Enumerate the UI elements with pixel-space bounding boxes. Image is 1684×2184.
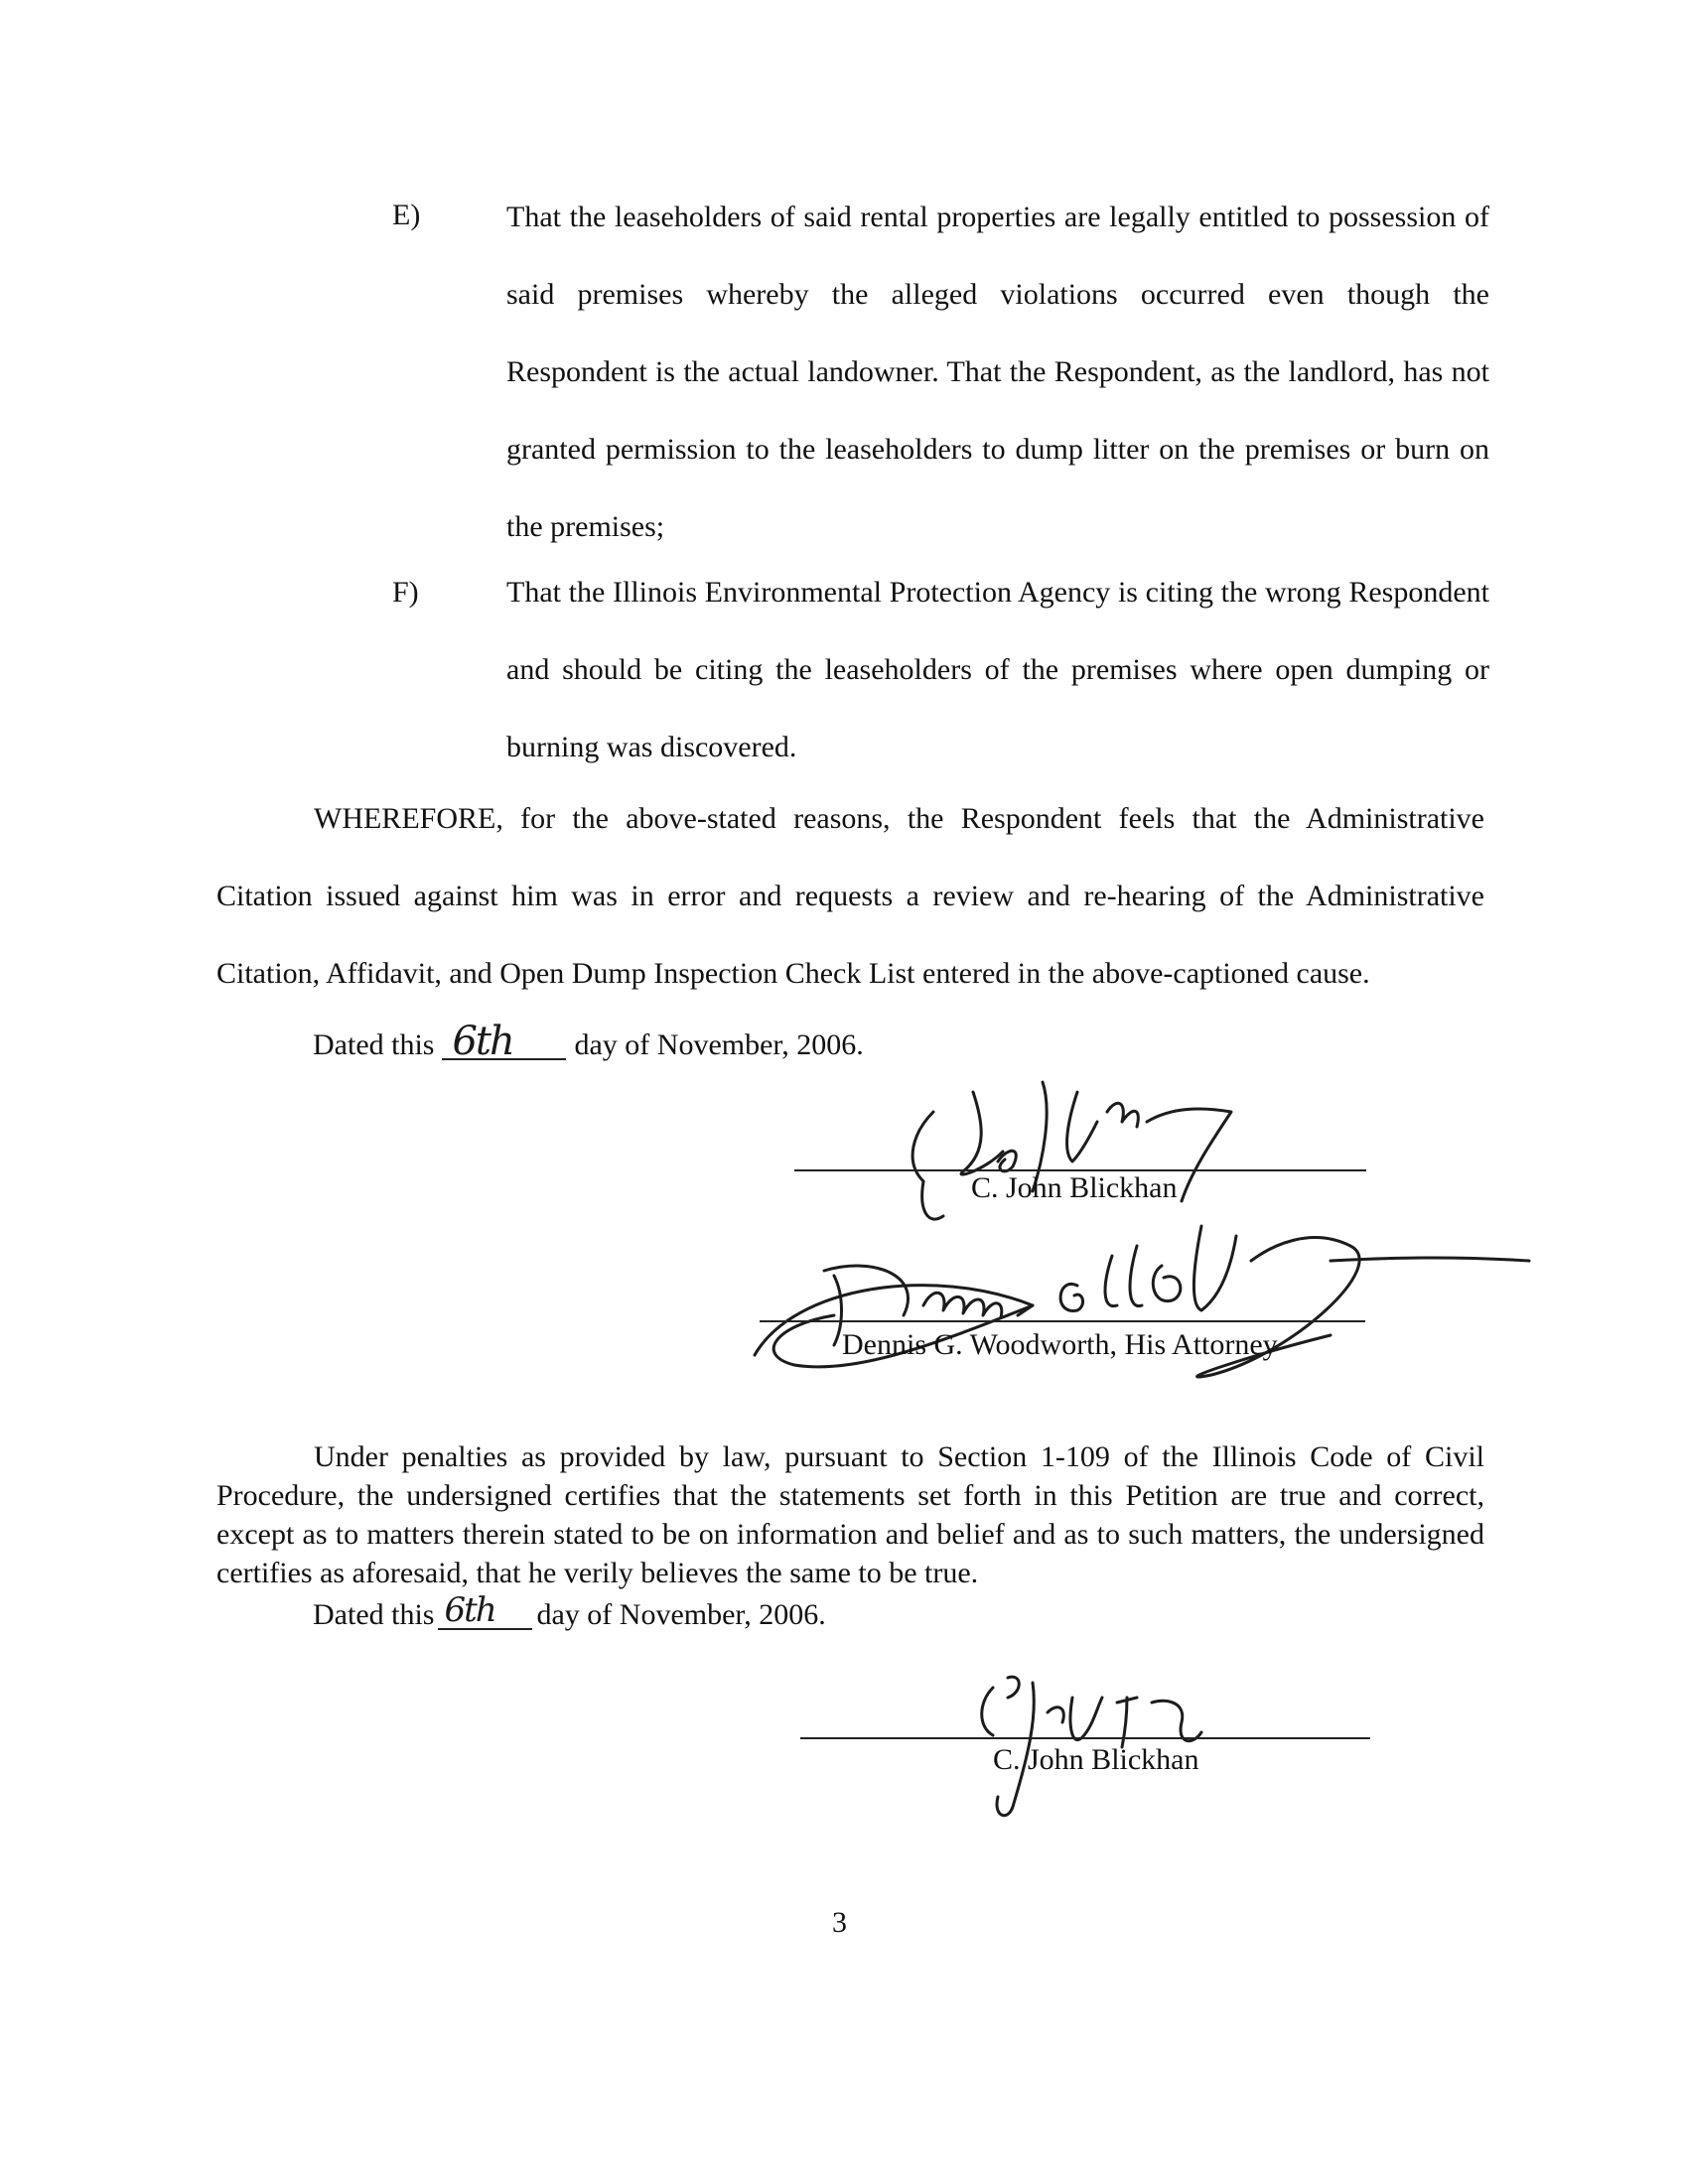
dated-prefix: Dated this: [313, 1028, 435, 1061]
item-text: That the leaseholders of said rental properties are legally entitled to possession of said premises whereby the alleged violations occurred even though the Respondent is the actual landowner. That the Respondent, as the landlord, has not granted permission to the leaseholders to dump litter on the premises or burn on the premises;: [506, 201, 1489, 543]
day-blank: [442, 1019, 566, 1064]
signature-line-3: [800, 1737, 1370, 1739]
dated-line-2: [313, 1592, 826, 1632]
item-marker: F): [392, 576, 419, 609]
item-text: That the Illinois Environmental Protection Agency is citing the wrong Respondent and should be citing the leaseholders of the premises where open dumping or burning was discovered.: [506, 576, 1489, 763]
handwritten-day: 6th: [444, 1590, 495, 1630]
handwritten-day: 6th: [452, 1019, 513, 1064]
dated-line-1: [313, 1019, 864, 1064]
dated-suffix: day of November, 2006.: [536, 1598, 826, 1631]
certification-text: Under penalties as provided by law, pursuant to Section 1-109 of the Illinois Code of Civil Procedure, the undersigned certifies that the statements set forth in this Petition are true and correct, except as to matters therein stated to be on information and belief and as to such matters, the undersigned certifies as aforesaid, that he verily believes the same to be true.: [216, 1440, 1484, 1589]
dated-suffix: day of November, 2006.: [574, 1028, 864, 1061]
signer-name-blickhan-2: C. John Blickhan: [993, 1743, 1199, 1776]
page-number: 3: [832, 1906, 847, 1939]
wherefore-paragraph: [216, 780, 1484, 1013]
certification-paragraph: [216, 1437, 1484, 1592]
signer-name-woodworth: Dennis G. Woodworth, His Attorney: [842, 1328, 1278, 1361]
item-marker: E): [392, 199, 421, 231]
day-blank: [438, 1592, 532, 1630]
list-item-f: [392, 554, 1504, 782]
signer-name-blickhan: C. John Blickhan: [971, 1171, 1178, 1204]
dated-prefix: Dated this: [313, 1598, 435, 1631]
list-item-e: [392, 179, 1504, 556]
wherefore-text: WHEREFORE, for the above-stated reasons, the Respondent feels that the Administrative Citation issued against him was in error and requests a review and re-hearing of the Administrative Citation, Affidavit, and Open Dump Inspection Check List entered in the above-captioned cause.: [216, 802, 1484, 990]
signature-line-2: [760, 1320, 1365, 1322]
